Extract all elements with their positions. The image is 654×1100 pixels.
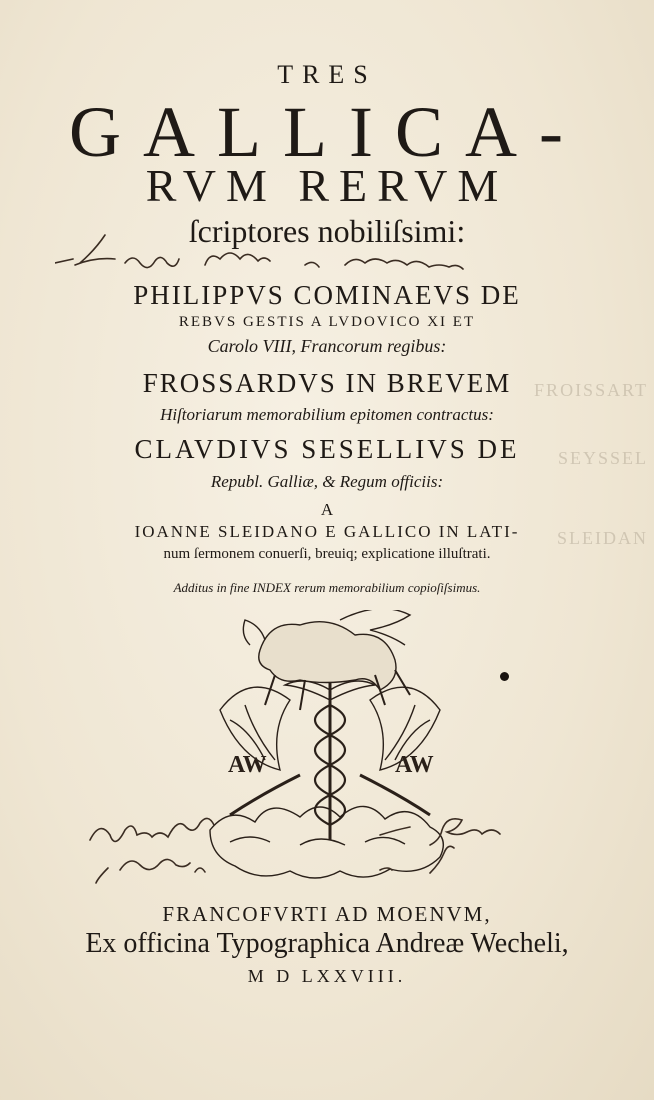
index-note: Additus in fine INDEX rerum memorabilium copioſiſsimus. [173,580,481,595]
manuscript-annotation-left [80,810,230,890]
author-cominaeus: PHILIPPVS COMINAEVS DE [133,280,521,310]
translator-line: IOANNE SLEIDANO E GALLICO IN LATI- [134,522,520,541]
imprint-place: FRANCOFVRTI AD MOENVM, [162,902,492,926]
title-line-gallica: GALLICA- [69,92,585,172]
manuscript-annotation-top [55,225,515,280]
author-cominaeus-subject: REBVS GESTIS A LVDOVICO XI ET [178,314,476,330]
title-line-scriptores: ſcriptores nobiliſsimi: [188,213,466,249]
author-sesellius: CLAVDIVS SESELLIVS DE [134,434,520,464]
bleed-through-text-3: SLEIDAN [557,528,648,548]
author-frossardus-subject: Hiſtoriarum memorabilium epitomen contractus: [160,405,494,424]
author-sesellius-subject: Republ. Galliæ, & Regum officiis: [210,472,444,491]
bleed-through-text-2: SEYSSEL [557,448,648,468]
bleed-through-text: FROISSART [534,380,648,400]
imprint-year: M D LXXVIII. [247,966,407,986]
ink-spot [500,672,509,681]
device-monogram-left: AW [228,752,267,778]
author-cominaeus-subject-2: Carolo VIII, Francorum regibus: [207,336,447,356]
device-monogram-right: AW [395,752,434,778]
author-frossardus: FROSSARDVS IN BREVEM [142,368,512,398]
translator-line-2: num ſermonem conuerſi, breuiq; explicatione illuſtrati. [163,546,491,562]
title-line-tres: TRES [277,60,377,89]
translator-a: A [320,500,334,519]
imprint-printer: Ex officina Typographica Andreæ Wecheli, [85,928,569,959]
title-line-rerum: RVM RERVM [145,160,509,211]
manuscript-annotation-right [370,805,530,885]
